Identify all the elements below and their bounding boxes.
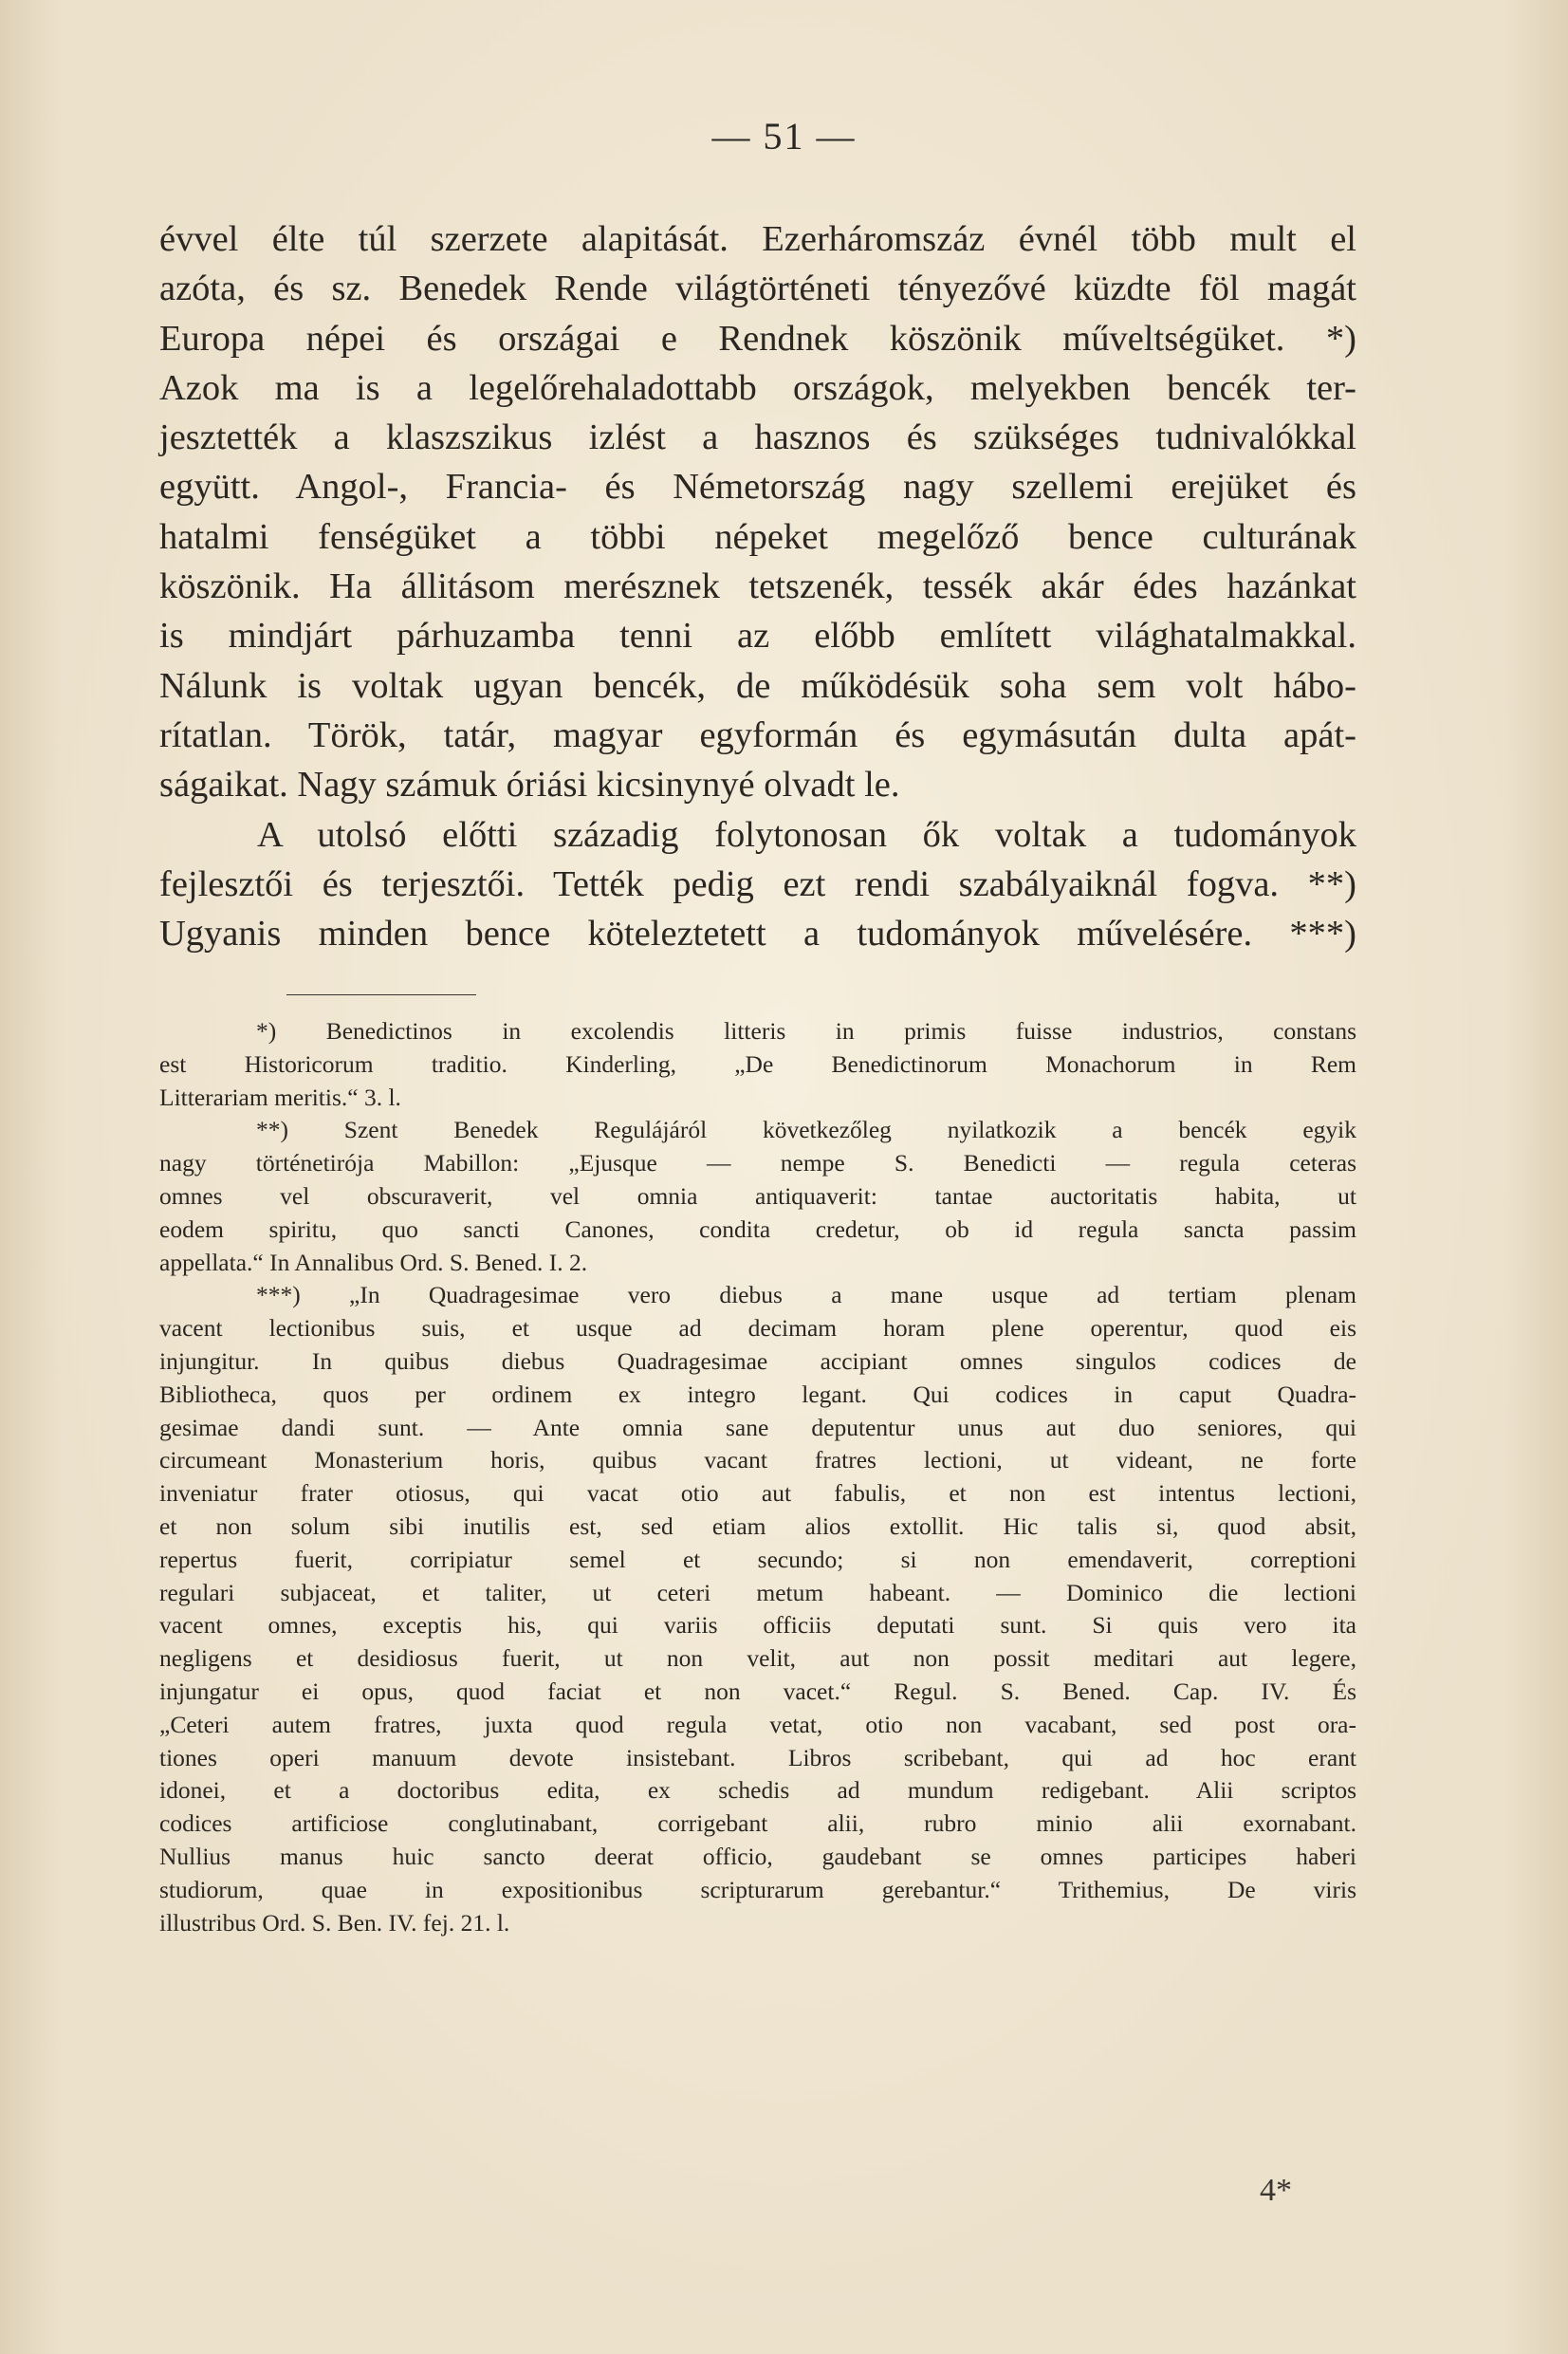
footnote-line: idonei, et a doctoribus edita, ex schedis ad mundum redigebant. Alii scriptos: [159, 1776, 1356, 1805]
footnote-line: **) Szent Benedek Regulájáról következőleg nyilatkozik a bencék egyik: [256, 1116, 1356, 1144]
footnote-line: negligens et desidiosus fuerit, ut non velit, aut non possit meditari aut legere,: [159, 1644, 1356, 1673]
text-line: rítatlan. Török, tatár, magyar egyformán és egymásután dulta apát-: [159, 714, 1356, 755]
footnote-line: nagy történetirója Mabillon: „Ejusque — nempe S. Benedicti — regula ceteras: [159, 1149, 1356, 1177]
footnote-line: illustribus Ord. S. Ben. IV. fej. 21. l.: [159, 1908, 510, 1937]
footnote-line: Litterariam meritis.“ 3. l.: [159, 1083, 401, 1111]
footnote-line: *) Benedictinos in excolendis litteris in primis fuisse industrios, constans: [256, 1017, 1356, 1045]
footnote-line: Nullius manus huic sancto deerat officio, gaudebant se omnes participes haberi: [159, 1842, 1356, 1870]
text-line: fejlesztői és terjesztői. Tették pedig ezt rendi szabályaiknál fogva. **): [159, 863, 1356, 904]
footnote-line: inveniatur frater otiosus, qui vacat otio aut fabulis, et non est intentus lectioni,: [159, 1479, 1356, 1508]
footnote-divider: [286, 994, 476, 995]
footnote-line: tiones operi manuum devote insistebant. Libros scribebant, qui ad hoc erant: [159, 1743, 1356, 1771]
text-line: hatalmi fenségüket a többi népeket megelőző bence culturának: [159, 516, 1356, 557]
text-line: is mindjárt párhuzamba tenni az előbb említett világhatalmakkal.: [159, 616, 1356, 657]
signature-mark: 4*: [1260, 2173, 1292, 2208]
footnote-line: vacent lectionibus suis, et usque ad decimam horam plene operentur, quod eis: [159, 1314, 1356, 1343]
footnote-line: Bibliotheca, quos per ordinem ex integro legant. Qui codices in caput Quadra-: [159, 1380, 1356, 1408]
text-line: Azok ma is a legelőrehaladottabb országok, melyekben bencék ter-: [159, 367, 1356, 408]
page-number: — 51 —: [711, 115, 857, 158]
footnote-line: et non solum sibi inutilis est, sed etiam alios extollit. Hic talis si, quod absit,: [159, 1511, 1356, 1540]
footnote-line: vacent omnes, exceptis his, qui variis officiis deputati sunt. Si quis vero ita: [159, 1611, 1356, 1640]
footnote-line: studiorum, quae in expositionibus scripturarum gerebantur.“ Trithemius, De viris: [159, 1875, 1356, 1903]
text-line: Europa népei és országai e Rendnek köszönik műveltségüket. *): [159, 318, 1356, 359]
footnote-line: regulari subjaceat, et taliter, ut ceteri metum habeant. — Dominico die lectioni: [159, 1578, 1356, 1606]
text-line: azóta, és sz. Benedek Rende világtörténeti tényezővé küzdte föl magát: [159, 269, 1356, 309]
footnote-line: codices artificiose conglutinabant, corrigebant alii, rubro minio alii exornabant.: [159, 1809, 1356, 1838]
footnote-line: ***) „In Quadragesimae vero diebus a mane usque ad tertiam plenam: [256, 1281, 1356, 1309]
footnote-line: „Ceteri autem fratres, juxta quod regula vetat, otio non vacabant, sed post ora-: [159, 1710, 1356, 1738]
footnote-line: injungatur ei opus, quod faciat et non vacet.“ Regul. S. Bened. Cap. IV. És: [159, 1677, 1356, 1705]
text-line: A utolsó előtti századig folytonosan ők voltak a tudományok: [257, 814, 1356, 855]
text-line: Nálunk is voltak ugyan bencék, de működésük soha sem volt hábo-: [159, 665, 1356, 706]
footnote-line: est Historicorum traditio. Kinderling, „De Benedictinorum Monachorum in Rem: [159, 1049, 1356, 1078]
footnote-line: circumeant Monasterium horis, quibus vacant fratres lectioni, ut videant, ne forte: [159, 1446, 1356, 1474]
footnotes: [159, 1015, 1356, 1939]
text-line: együtt. Angol-, Francia- és Németország nagy szellemi erejüket és: [159, 467, 1356, 508]
footnote-line: omnes vel obscuraverit, vel omnia antiquaverit: tantae auctoritatis habita, ut: [159, 1181, 1356, 1210]
text-line: köszönik. Ha állitásom merésznek tetszenék, tessék akár édes hazánkat: [159, 566, 1356, 607]
footnote-line: repertus fuerit, corripiatur semel et secundo; si non emendaverit, correptioni: [159, 1545, 1356, 1573]
footnote-line: injungitur. In quibus diebus Quadragesimae accipiant omnes singulos codices de: [159, 1346, 1356, 1375]
text-line: évvel élte túl szerzete alapitását. Ezerháromszáz évnél több mult el: [159, 219, 1356, 259]
text-line: Ugyanis minden bence köteleztetett a tudományok művelésére. ***): [159, 914, 1356, 955]
text-line: jesztették a klaszszikus izlést a hasznos és szükséges tudnivalókkal: [159, 417, 1356, 458]
main-text: [159, 214, 1356, 958]
footnote-line: eodem spiritu, quo sancti Canones, condita credetur, ob id regula sancta passim: [159, 1214, 1356, 1243]
footnote-line: gesimae dandi sunt. — Ante omnia sane deputentur unus aut duo seniores, qui: [159, 1413, 1356, 1441]
text-line: ságaikat. Nagy számuk óriási kicsinynyé olvadt le.: [159, 765, 900, 806]
footnote-line: appellata.“ In Annalibus Ord. S. Bened. I. 2.: [159, 1248, 588, 1276]
